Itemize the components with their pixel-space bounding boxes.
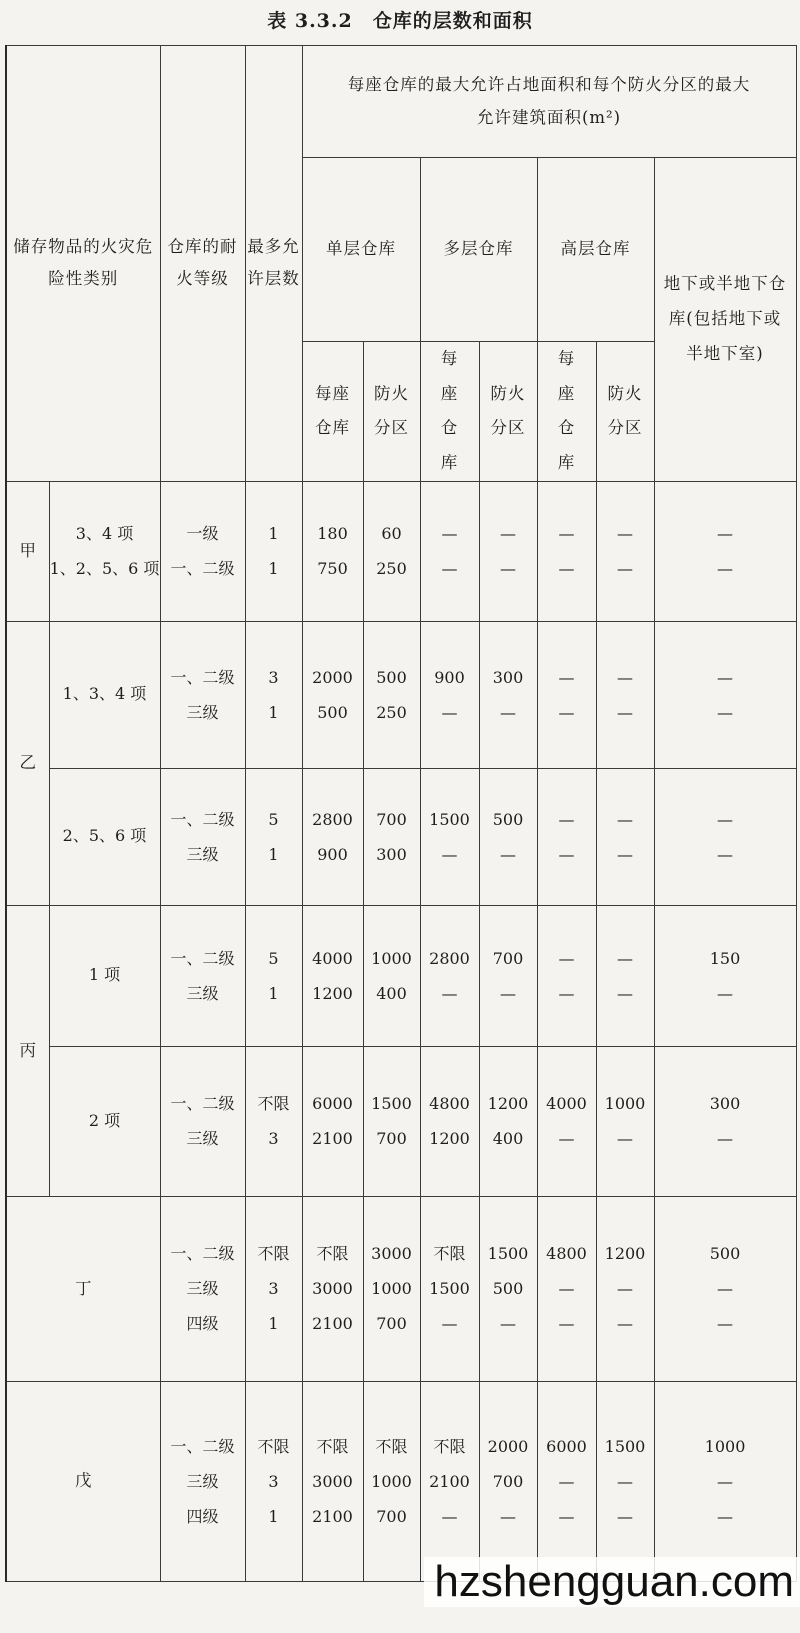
multi-zone-value: — bbox=[500, 844, 516, 864]
fire-rating-value: 一、二级 bbox=[170, 667, 235, 687]
fire-rating-value: 一、二级 bbox=[170, 948, 235, 968]
high-building-value: — bbox=[558, 559, 575, 579]
underground-zone-value: — bbox=[717, 1506, 734, 1526]
floors-value: 3 bbox=[268, 1279, 279, 1299]
floors-value: 不限 bbox=[257, 1094, 290, 1114]
multi-building-value: 2800 bbox=[429, 948, 470, 968]
single-zone-value: 60 bbox=[381, 524, 402, 544]
underground-zone-value: — bbox=[717, 702, 734, 722]
single-building-value: 750 bbox=[317, 559, 348, 579]
high-building-value: 4000 bbox=[546, 1094, 587, 1114]
floors-value: 1 bbox=[268, 1314, 279, 1334]
header-multi-storey: 多层仓库 bbox=[420, 158, 537, 342]
single-building-value: 900 bbox=[317, 844, 348, 864]
floors-value: 1 bbox=[268, 702, 279, 722]
floors-value: 3 bbox=[268, 1471, 279, 1491]
underground-zone-value: — bbox=[717, 667, 734, 687]
subcategory-label: 2 项 bbox=[49, 1046, 160, 1196]
category-label: 戊 bbox=[6, 1381, 160, 1581]
high-zone-value: — bbox=[617, 1506, 633, 1526]
floors-value: 1 bbox=[268, 559, 279, 579]
category-label: 丁 bbox=[6, 1196, 160, 1381]
high-building-value: — bbox=[558, 1506, 575, 1526]
high-zone-value: — bbox=[617, 983, 633, 1003]
high-zone-value: — bbox=[617, 524, 633, 544]
underground-zone-value: 150 bbox=[709, 948, 741, 968]
multi-zone-value: 2000 bbox=[487, 1436, 529, 1456]
fire-rating-value: 一、二级 bbox=[170, 1094, 235, 1114]
fire-rating-value: 四级 bbox=[186, 1314, 219, 1334]
warehouse-area-table bbox=[5, 45, 797, 1582]
multi-zone-value: — bbox=[500, 1506, 516, 1526]
subcategory-label: 1、2、5、6 项 bbox=[49, 559, 160, 579]
single-building-value: 2000 bbox=[312, 667, 353, 687]
single-building-value: 2100 bbox=[312, 1129, 353, 1149]
single-zone-value: 250 bbox=[376, 702, 407, 722]
high-building-value: — bbox=[558, 702, 575, 722]
multi-zone-value: — bbox=[500, 702, 516, 722]
header-high-per-building: 每座仓库 bbox=[537, 342, 596, 482]
fire-rating-value: 三级 bbox=[186, 1471, 219, 1491]
floors-value: 3 bbox=[268, 667, 279, 687]
single-zone-value: 700 bbox=[376, 1314, 407, 1334]
header-multi-per-zone: 防火分区 bbox=[479, 342, 537, 482]
underground-zone-value: — bbox=[717, 1129, 734, 1149]
high-building-value: — bbox=[558, 1279, 575, 1299]
single-zone-value: 不限 bbox=[375, 1436, 408, 1456]
high-zone-value: 1000 bbox=[604, 1094, 646, 1114]
floors-value: 1 bbox=[268, 524, 279, 544]
subcategory-label: 1、3、4 项 bbox=[49, 621, 160, 768]
multi-building-value: 2100 bbox=[429, 1471, 470, 1491]
multi-building-value: — bbox=[441, 1506, 458, 1526]
single-building-value: 2800 bbox=[312, 809, 353, 829]
single-building-value: 2100 bbox=[312, 1314, 353, 1334]
high-building-value: — bbox=[558, 667, 575, 687]
fire-rating-value: 一、二级 bbox=[170, 559, 235, 579]
multi-building-value: — bbox=[441, 1314, 458, 1334]
floors-value: 1 bbox=[268, 844, 279, 864]
single-building-value: 不限 bbox=[316, 1436, 349, 1456]
fire-rating-value: 三级 bbox=[186, 983, 219, 1003]
high-zone-value: — bbox=[617, 1314, 633, 1334]
header-underground: 地下或半地下仓库(包括地下或半地下室) bbox=[654, 158, 796, 482]
multi-zone-value: 500 bbox=[492, 1279, 524, 1299]
multi-building-value: 不限 bbox=[433, 1436, 466, 1456]
single-building-value: 3000 bbox=[312, 1279, 353, 1299]
floors-value: 不限 bbox=[257, 1244, 290, 1264]
multi-building-value: — bbox=[441, 844, 458, 864]
multi-zone-value: 1200 bbox=[487, 1094, 529, 1114]
fire-rating-value: 一、二级 bbox=[170, 809, 235, 829]
single-building-value: 6000 bbox=[312, 1094, 353, 1114]
high-building-value: — bbox=[558, 809, 575, 829]
category-label: 丙 bbox=[6, 905, 49, 1196]
header-category: 储存物品的火灾危险性类别 bbox=[6, 46, 160, 482]
multi-building-value: — bbox=[441, 702, 458, 722]
single-zone-value: 1000 bbox=[371, 1279, 412, 1299]
category-label: 甲 bbox=[6, 481, 49, 621]
multi-zone-value: 1500 bbox=[487, 1244, 529, 1264]
fire-rating-value: 三级 bbox=[186, 844, 219, 864]
multi-zone-value: 500 bbox=[492, 809, 524, 829]
single-building-value: 1200 bbox=[312, 983, 353, 1003]
header-fire-rating: 仓库的耐火等级 bbox=[160, 46, 245, 482]
high-zone-value: — bbox=[617, 1129, 633, 1149]
table-title: 表 3.3.2 仓库的层数和面积 bbox=[267, 10, 533, 32]
high-zone-value: 1500 bbox=[604, 1436, 646, 1456]
single-zone-value: 1500 bbox=[371, 1094, 412, 1114]
multi-zone-value: 700 bbox=[492, 1471, 524, 1491]
high-building-value: — bbox=[558, 844, 575, 864]
high-zone-value: — bbox=[617, 1279, 633, 1299]
header-area-group: 每座仓库的最大允许占地面积和每个防火分区的最大允许建筑面积(m²) bbox=[302, 46, 796, 158]
high-zone-value: — bbox=[617, 1471, 633, 1491]
underground-zone-value: 1000 bbox=[704, 1436, 746, 1456]
high-building-value: — bbox=[558, 1471, 575, 1491]
high-building-value: 4800 bbox=[546, 1244, 587, 1264]
multi-building-value: 不限 bbox=[433, 1244, 466, 1264]
fire-rating-value: 三级 bbox=[186, 702, 219, 722]
underground-zone-value: — bbox=[717, 983, 734, 1003]
high-building-value: — bbox=[558, 1129, 575, 1149]
multi-zone-value: — bbox=[500, 983, 516, 1003]
underground-zone-value: — bbox=[717, 809, 734, 829]
high-building-value: — bbox=[558, 1314, 575, 1334]
high-zone-value: — bbox=[617, 809, 633, 829]
single-building-value: 不限 bbox=[316, 1244, 349, 1264]
single-zone-value: 400 bbox=[376, 983, 407, 1003]
fire-rating-value: 三级 bbox=[186, 1129, 219, 1149]
subcategory-label: 2、5、6 项 bbox=[49, 768, 160, 905]
multi-zone-value: 700 bbox=[492, 948, 524, 968]
category-label: 乙 bbox=[6, 621, 49, 905]
single-zone-value: 500 bbox=[376, 667, 407, 687]
single-building-value: 4000 bbox=[312, 948, 353, 968]
floors-value: 1 bbox=[268, 983, 279, 1003]
fire-rating-value: 四级 bbox=[186, 1506, 219, 1526]
fire-rating-value: 三级 bbox=[186, 1279, 219, 1299]
subcategory-label: 1 项 bbox=[49, 905, 160, 1046]
multi-building-value: 900 bbox=[434, 667, 465, 687]
floors-value: 5 bbox=[268, 809, 279, 829]
high-zone-value: — bbox=[617, 702, 633, 722]
underground-zone-value: — bbox=[717, 1471, 734, 1491]
single-building-value: 500 bbox=[317, 702, 348, 722]
fire-rating-value: 一、二级 bbox=[170, 1244, 235, 1264]
underground-zone-value: — bbox=[717, 1279, 734, 1299]
underground-zone-value: — bbox=[717, 524, 734, 544]
multi-building-value: 1200 bbox=[429, 1129, 470, 1149]
single-zone-value: 700 bbox=[376, 1506, 407, 1526]
high-zone-value: — bbox=[617, 559, 633, 579]
underground-zone-value: — bbox=[717, 844, 734, 864]
high-zone-value: 1200 bbox=[604, 1244, 646, 1264]
multi-building-value: — bbox=[441, 983, 458, 1003]
subcategory-label: 3、4 项 bbox=[75, 524, 134, 544]
high-building-value: — bbox=[558, 948, 575, 968]
header-high-per-zone: 防火分区 bbox=[596, 342, 654, 482]
floors-value: 3 bbox=[268, 1129, 279, 1149]
header-high-rise: 高层仓库 bbox=[537, 158, 654, 342]
high-building-value: — bbox=[558, 983, 575, 1003]
multi-building-value: 1500 bbox=[429, 809, 470, 829]
single-building-value: 2100 bbox=[312, 1506, 353, 1526]
multi-building-value: 4800 bbox=[429, 1094, 470, 1114]
single-zone-value: 300 bbox=[376, 844, 407, 864]
high-zone-value: — bbox=[617, 844, 633, 864]
high-zone-value: — bbox=[617, 948, 633, 968]
multi-building-value: — bbox=[441, 524, 458, 544]
underground-zone-value: 300 bbox=[709, 1094, 741, 1114]
floors-value: 5 bbox=[268, 948, 279, 968]
header-single-per-building: 每座仓库 bbox=[302, 342, 363, 482]
header-single-storey: 单层仓库 bbox=[302, 158, 420, 342]
multi-zone-value: 300 bbox=[492, 667, 524, 687]
subcategory-cell bbox=[49, 481, 160, 621]
watermark: hzshengguan.com bbox=[424, 1557, 800, 1607]
multi-building-value: — bbox=[441, 559, 458, 579]
underground-zone-value: — bbox=[717, 1314, 734, 1334]
floors-value: 1 bbox=[268, 1506, 279, 1526]
single-zone-value: 250 bbox=[376, 559, 407, 579]
header-single-per-zone: 防火分区 bbox=[363, 342, 420, 482]
single-zone-value: 1000 bbox=[371, 948, 412, 968]
fire-rating-value: 一、二级 bbox=[170, 1436, 235, 1456]
header-max-floors: 最多允许层数 bbox=[245, 46, 302, 482]
multi-zone-value: 400 bbox=[492, 1129, 524, 1149]
single-building-value: 180 bbox=[317, 524, 348, 544]
multi-zone-value: — bbox=[500, 1314, 516, 1334]
floors-value: 不限 bbox=[257, 1436, 290, 1456]
fire-rating-value: 一级 bbox=[186, 524, 219, 544]
header-multi-per-building: 每座仓库 bbox=[420, 342, 479, 482]
single-zone-value: 3000 bbox=[371, 1244, 412, 1264]
single-building-value: 3000 bbox=[312, 1471, 353, 1491]
high-building-value: — bbox=[558, 524, 575, 544]
high-zone-value: — bbox=[617, 667, 633, 687]
single-zone-value: 700 bbox=[376, 1129, 407, 1149]
multi-zone-value: — bbox=[500, 524, 516, 544]
multi-building-value: 1500 bbox=[429, 1279, 470, 1299]
underground-zone-value: 500 bbox=[709, 1244, 741, 1264]
single-zone-value: 1000 bbox=[371, 1471, 412, 1491]
underground-zone-value: — bbox=[717, 559, 734, 579]
multi-zone-value: — bbox=[500, 559, 516, 579]
high-building-value: 6000 bbox=[546, 1436, 587, 1456]
single-zone-value: 700 bbox=[376, 809, 407, 829]
